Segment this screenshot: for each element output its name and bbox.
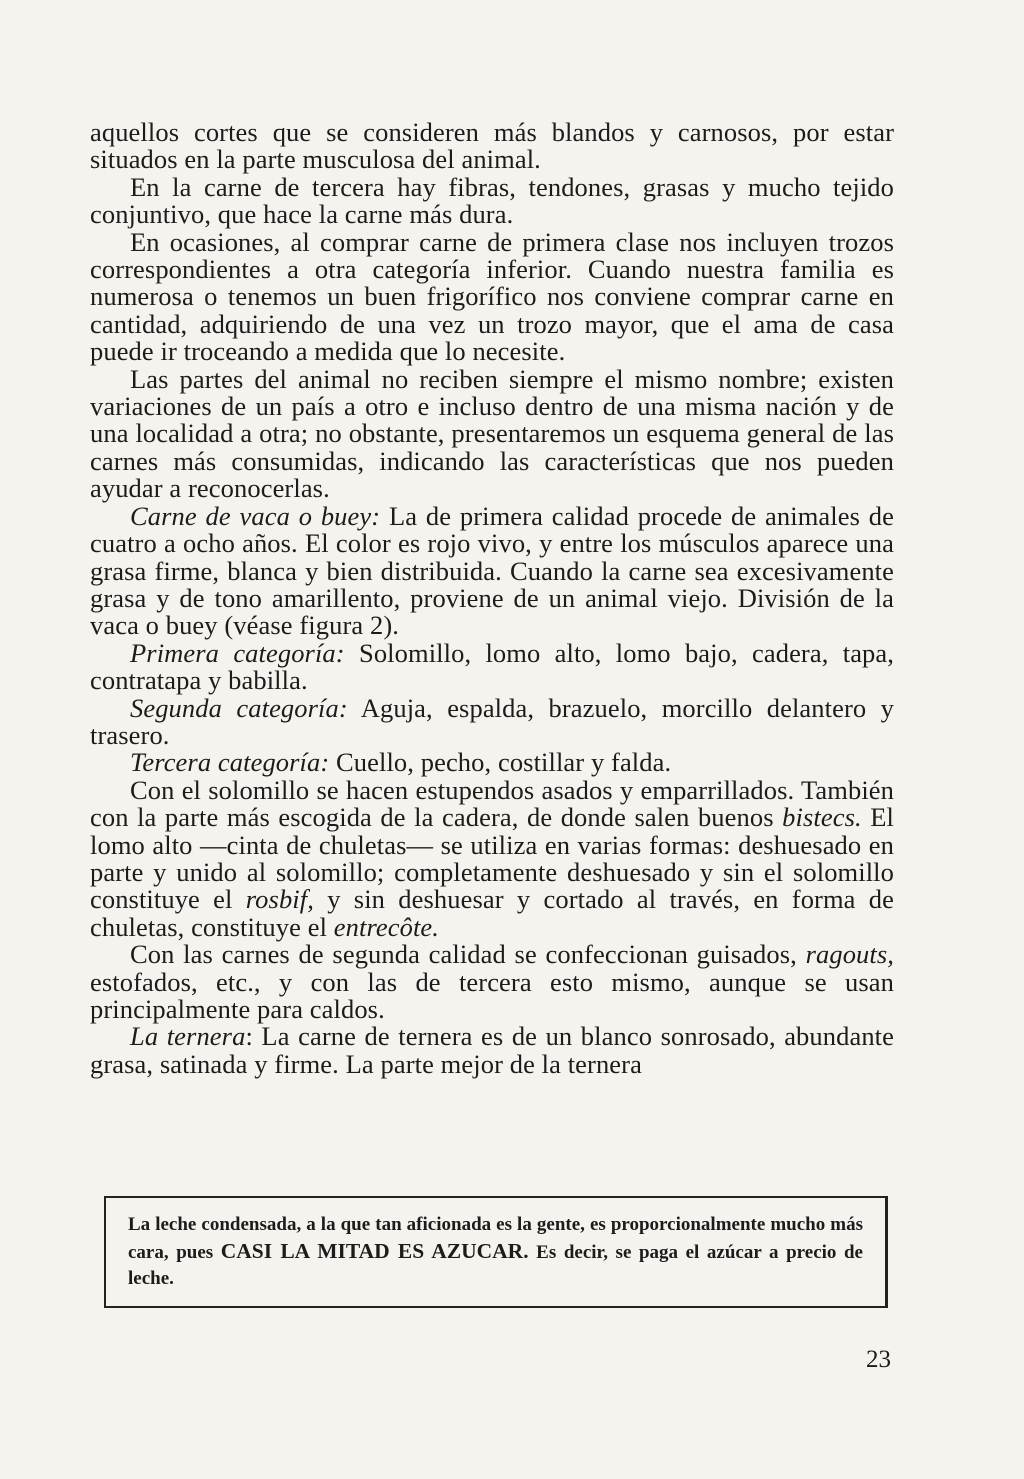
solomillo-text-c: El lomo alto —cinta de chuletas— se utiliza en varias formas: deshuesado en parte y unido al solomillo; completamente deshuesado y sin el solomillo constituye el bbox=[90, 802, 894, 915]
segunda-text: Aguja, espalda, brazuelo, morcillo delantero y trasero. bbox=[90, 692, 895, 750]
solomillo-text-e: y sin deshuesar y cortado al través, en forma de chuletas, constituye el bbox=[90, 884, 895, 942]
info-box-text-b: Es decir, se paga el azúcar a precio de leche. bbox=[128, 1242, 863, 1289]
info-box bbox=[104, 1196, 888, 1308]
segunda-heading: Segunda categoría: bbox=[130, 692, 348, 723]
primera-heading: Primera categoría: bbox=[130, 637, 345, 668]
tercera-heading: Tercera categoría: bbox=[130, 747, 330, 778]
paragraph-1-text: aquellos cortes que se consideren más blandos y carnosos, por estar situados en la parte musculosa del animal. bbox=[90, 117, 894, 175]
ternera-text: : La carne de ternera es de un blanco sonrosado, abundante grasa, satinada y firme. La parte mejor de la ternera bbox=[90, 1021, 894, 1079]
paragraph-tercera bbox=[90, 749, 894, 776]
paragraph-2-text: En la carne de tercera hay fibras, tendones, grasas y mucho tejido conjuntivo, que hace la carne más dura. bbox=[90, 171, 894, 230]
paragraph-4-text: Las partes del animal no reciben siempre el mismo nombre; existen variaciones de un país a otro e incluso dentro de una misma nación y de una localidad a otra; no obstante, presentaremos un esquema general de las carnes más consumidas, indicando las características que nos pueden ayudar a reconocerlas. bbox=[90, 363, 894, 504]
paragraph-3-text: En ocasiones, al comprar carne de primera clase nos incluyen trozos correspondientes a otra categoría inferior. Cuando nuestra familia es numerosa o tenemos un buen frigorífico nos conviene comprar carne en cantidad, adquiriendo de una vez un trozo mayor, que el ama de casa puede ir troceando a medida que lo necesite. bbox=[90, 226, 894, 367]
paragraph-segunda bbox=[90, 692, 895, 750]
paragraph-primera bbox=[90, 637, 894, 696]
paragraph-vaca bbox=[90, 500, 894, 641]
entrecote-term: entrecôte. bbox=[333, 911, 440, 942]
body-text bbox=[90, 119, 894, 1078]
paragraph-ternera bbox=[90, 1023, 894, 1078]
paragraph-2 bbox=[90, 171, 894, 230]
info-box-text-a: La leche condensada, a la que tan aficionada es la gente, es proporcionalmente mucho más cara, pues bbox=[128, 1214, 863, 1263]
paragraph-1 bbox=[90, 119, 894, 174]
paragraph-4 bbox=[90, 363, 894, 504]
bistecs-term: bistecs. bbox=[782, 802, 862, 833]
rosbif-term: rosbif, bbox=[245, 884, 314, 915]
ternera-heading: La ternera bbox=[130, 1021, 246, 1052]
paragraph-solomillo bbox=[90, 774, 895, 942]
tercera-text: Cuello, pecho, costillar y falda. bbox=[329, 747, 672, 778]
paragraph-segunda-calidad bbox=[90, 941, 894, 1023]
ragouts-term: ragouts, bbox=[805, 939, 894, 970]
vaca-text: La de primera calidad procede de animales de cuatro a ocho años. El color es rojo vivo, y entre los músculos aparece una grasa firme, blanca y bien distribuida. Cuando la carne sea excesivamente grasa y de tono amarillento, proviene de un animal viejo. División de la vaca o buey (véase figura 2). bbox=[90, 500, 894, 641]
vaca-heading: Carne de vaca o buey: bbox=[130, 500, 381, 531]
info-box-text bbox=[128, 1212, 863, 1292]
primera-text: Solomillo, lomo alto, lomo bajo, cadera, tapa, contratapa y babilla. bbox=[90, 637, 894, 696]
info-box-emphasis: CASI LA MITAD ES AZUCAR. bbox=[220, 1239, 529, 1263]
page-number: 23 bbox=[866, 1346, 891, 1373]
paragraph-3 bbox=[90, 226, 894, 367]
solomillo-text-a: Con el solomillo se hacen estupendos asados y emparrillados. También con la parte más escogida de la cadera, de donde salen buenos bbox=[90, 774, 894, 833]
segunda-calidad-text-a: Con las carnes de segunda calidad se confeccionan guisados, bbox=[130, 939, 806, 970]
segunda-calidad-text-c: estofados, etc., y con las de tercera esto mismo, aunque se usan principalmente para caldos. bbox=[90, 966, 894, 1024]
